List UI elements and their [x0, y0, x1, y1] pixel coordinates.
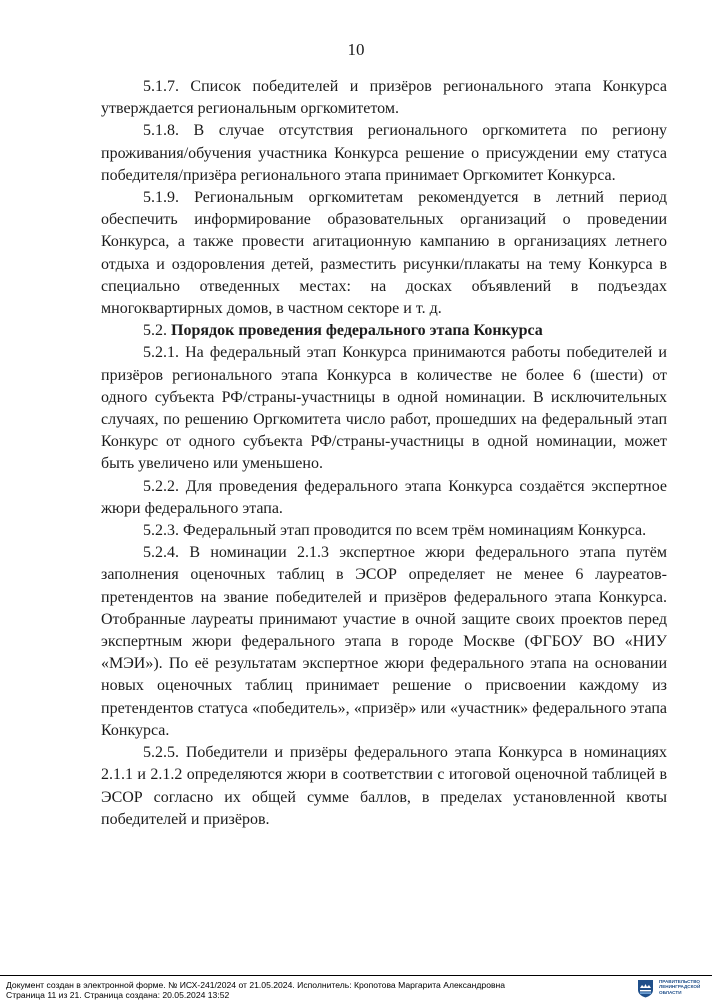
section-title: Порядок проведения федерального этапа Конкурса — [171, 322, 543, 340]
paragraph-5-2-1: 5.2.1. На федеральный этап Конкурса принимаются работы победителей и призёров регионального этапа Конкурса в количестве не более 6 (шести) от одного субъекта РФ/страны-участницы в одной номинации. В исключительных случаях, по решению Оргкомитета число работ, прошедших на федеральный этап Конкурс от одного субъекта РФ/страны-участницы в одной номинации, может быть увеличено или уменьшено. — [101, 344, 667, 473]
paragraph-5-2-2: 5.2.2. Для проведения федерального этапа Конкурса создаётся экспертное жюри федерального этапа. — [101, 477, 667, 517]
paragraph-5-1-7: 5.1.7. Список победителей и призёров регионального этапа Конкурса утверждается региональным оргкомитетом. — [101, 78, 667, 118]
footer-text — [6, 980, 505, 1000]
footer-line-page-info: Страница 11 из 21. Страница создана: 20.05.2024 13:52 — [6, 990, 230, 1000]
paragraph-5-2-3: 5.2.3. Федеральный этап проводится по всем трём номинациям Конкурса. — [143, 522, 647, 540]
section-heading-5-2 — [101, 320, 667, 342]
footer-logo-text: ПРАВИТЕЛЬСТВО ЛЕНИНГРАДСКОЙ ОБЛАСТИ — [659, 979, 701, 995]
document-body — [101, 76, 667, 831]
paragraph-5-2-4: 5.2.4. В номинации 2.1.3 экспертное жюри федерального этапа путём заполнения оценочных таблиц в ЭСОР определяет не менее 6 лауреатов-претендентов на звание победителей и призёров федерального этапа Конкурса. Отобранные лауреаты принимают участие в очной защите своих проектов перед экспертным жюри федерального этапа в городе Москве (ФГБОУ ВО «НИУ «МЭИ»). По её результатам экспертное жюри федерального этапа на основании новых оценочных таблиц принимает решение о присвоении каждому из претендентов статуса «победитель», «призёр» или «участник» федерального этапа Конкурса. — [101, 544, 667, 739]
paragraph-5-2-5: 5.2.5. Победители и призёры федерального этапа Конкурса в номинациях 2.1.1 и 2.1.2 определяются жюри в соответствии с итоговой оценочной таблицей в ЭСОР согласно их общей сумме баллов, в пределах установленной квоты победителей и призёров. — [101, 744, 667, 828]
paragraph-5-1-9: 5.1.9. Региональным оргкомитетам рекомендуется в летний период обеспечить информирование образовательных организаций о проведении Конкурса, а также провести агитационную кампанию в организациях летнего отдыха и оздоровления детей, разместить рисунки/плакаты на тему Конкурса в специально отведенных местах: на досках объявлений в подъездах многоквартирных домов, в частном секторе и т. д. — [101, 189, 667, 318]
footer-line-document-info: Документ создан в электронной форме. № ИСХ-241/2024 от 21.05.2024. Исполнитель: Кропотова Маргарита Александровна — [6, 980, 506, 990]
footer-logo — [636, 979, 701, 998]
lenoblast-emblem-icon — [636, 979, 655, 998]
document-footer — [0, 975, 712, 1000]
page-number: 10 — [347, 40, 365, 59]
section-number: 5.2. — [143, 322, 171, 340]
footer-divider — [0, 975, 712, 976]
paragraph-5-1-8: 5.1.8. В случае отсутствия регионального оргкомитета по региону проживания/обучения участника Конкурса решение о присуждении ему статуса победителя/призёра регионального этапа принимает Оргкомитет Конкурса. — [101, 122, 667, 184]
